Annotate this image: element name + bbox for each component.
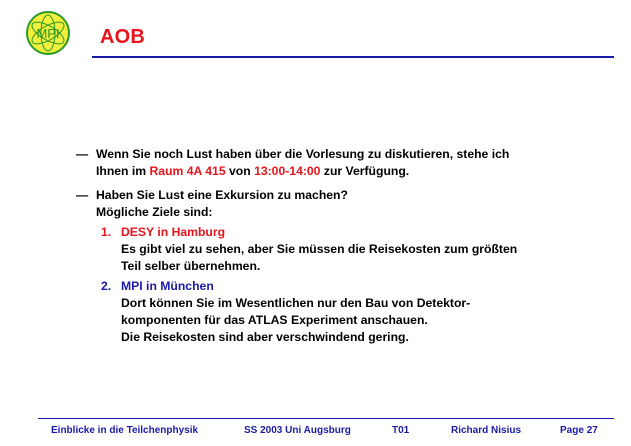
slide-content	[76, 146, 596, 353]
footer-page-label: Page	[560, 425, 584, 436]
bullet-text-fragment: von	[225, 164, 255, 178]
time-highlight: 13:00-14:00	[254, 164, 321, 178]
bullet-text-line: Wenn Sie noch Lust haben über die Vorlesung zu diskutieren, stehe ich	[96, 147, 510, 161]
goal-mpi	[76, 278, 596, 346]
bullet-excursion	[76, 187, 596, 346]
footer-divider	[38, 418, 614, 419]
goal-text-line: Die Reisekosten sind aber verschwindend gering.	[121, 330, 409, 344]
footer-page	[560, 425, 598, 436]
slide-title: AOB	[100, 26, 146, 48]
bullet-text-line	[96, 163, 596, 180]
goal-name: DESY in Hamburg	[121, 225, 226, 239]
footer-author: Richard Nisius	[451, 425, 522, 436]
logo-text: MPI	[36, 26, 60, 41]
bullet-text-line: Mögliche Ziele sind:	[96, 205, 213, 219]
bullet-text-fragment: zur Verfügung.	[320, 164, 410, 178]
footer-page-number: 27	[586, 425, 598, 436]
title-divider	[92, 56, 614, 58]
mpi-logo	[25, 10, 71, 56]
goal-text-line: Es gibt viel zu sehen, aber Sie müssen die Reisekosten zum größten	[121, 242, 518, 256]
footer-semester: SS 2003 Uni Augsburg	[244, 425, 351, 436]
goal-number: 1.	[101, 225, 112, 239]
footer-code: T01	[392, 425, 410, 436]
bullet-discussion	[76, 146, 596, 180]
mpi-logo-graphic	[25, 10, 71, 56]
goal-name: MPI in München	[121, 279, 214, 293]
goal-text-line: komponenten für das ATLAS Experiment anschauen.	[121, 313, 428, 327]
footer-course: Einblicke in die Teilchenphysik	[51, 425, 199, 436]
bullet-dash: —	[76, 188, 89, 202]
bullet-text-line: Haben Sie Lust eine Exkursion zu machen?	[96, 188, 348, 202]
goal-desy	[76, 224, 596, 275]
bullet-dash: —	[76, 147, 89, 161]
bullet-text-fragment: Ihnen im	[96, 164, 150, 178]
goal-text-line: Dort können Sie im Wesentlichen nur den Bau von Detektor-	[121, 296, 471, 310]
room-highlight: Raum 4A 415	[149, 164, 226, 178]
goal-number: 2.	[101, 279, 112, 293]
goal-text-line: Teil selber übernehmen.	[121, 259, 261, 273]
